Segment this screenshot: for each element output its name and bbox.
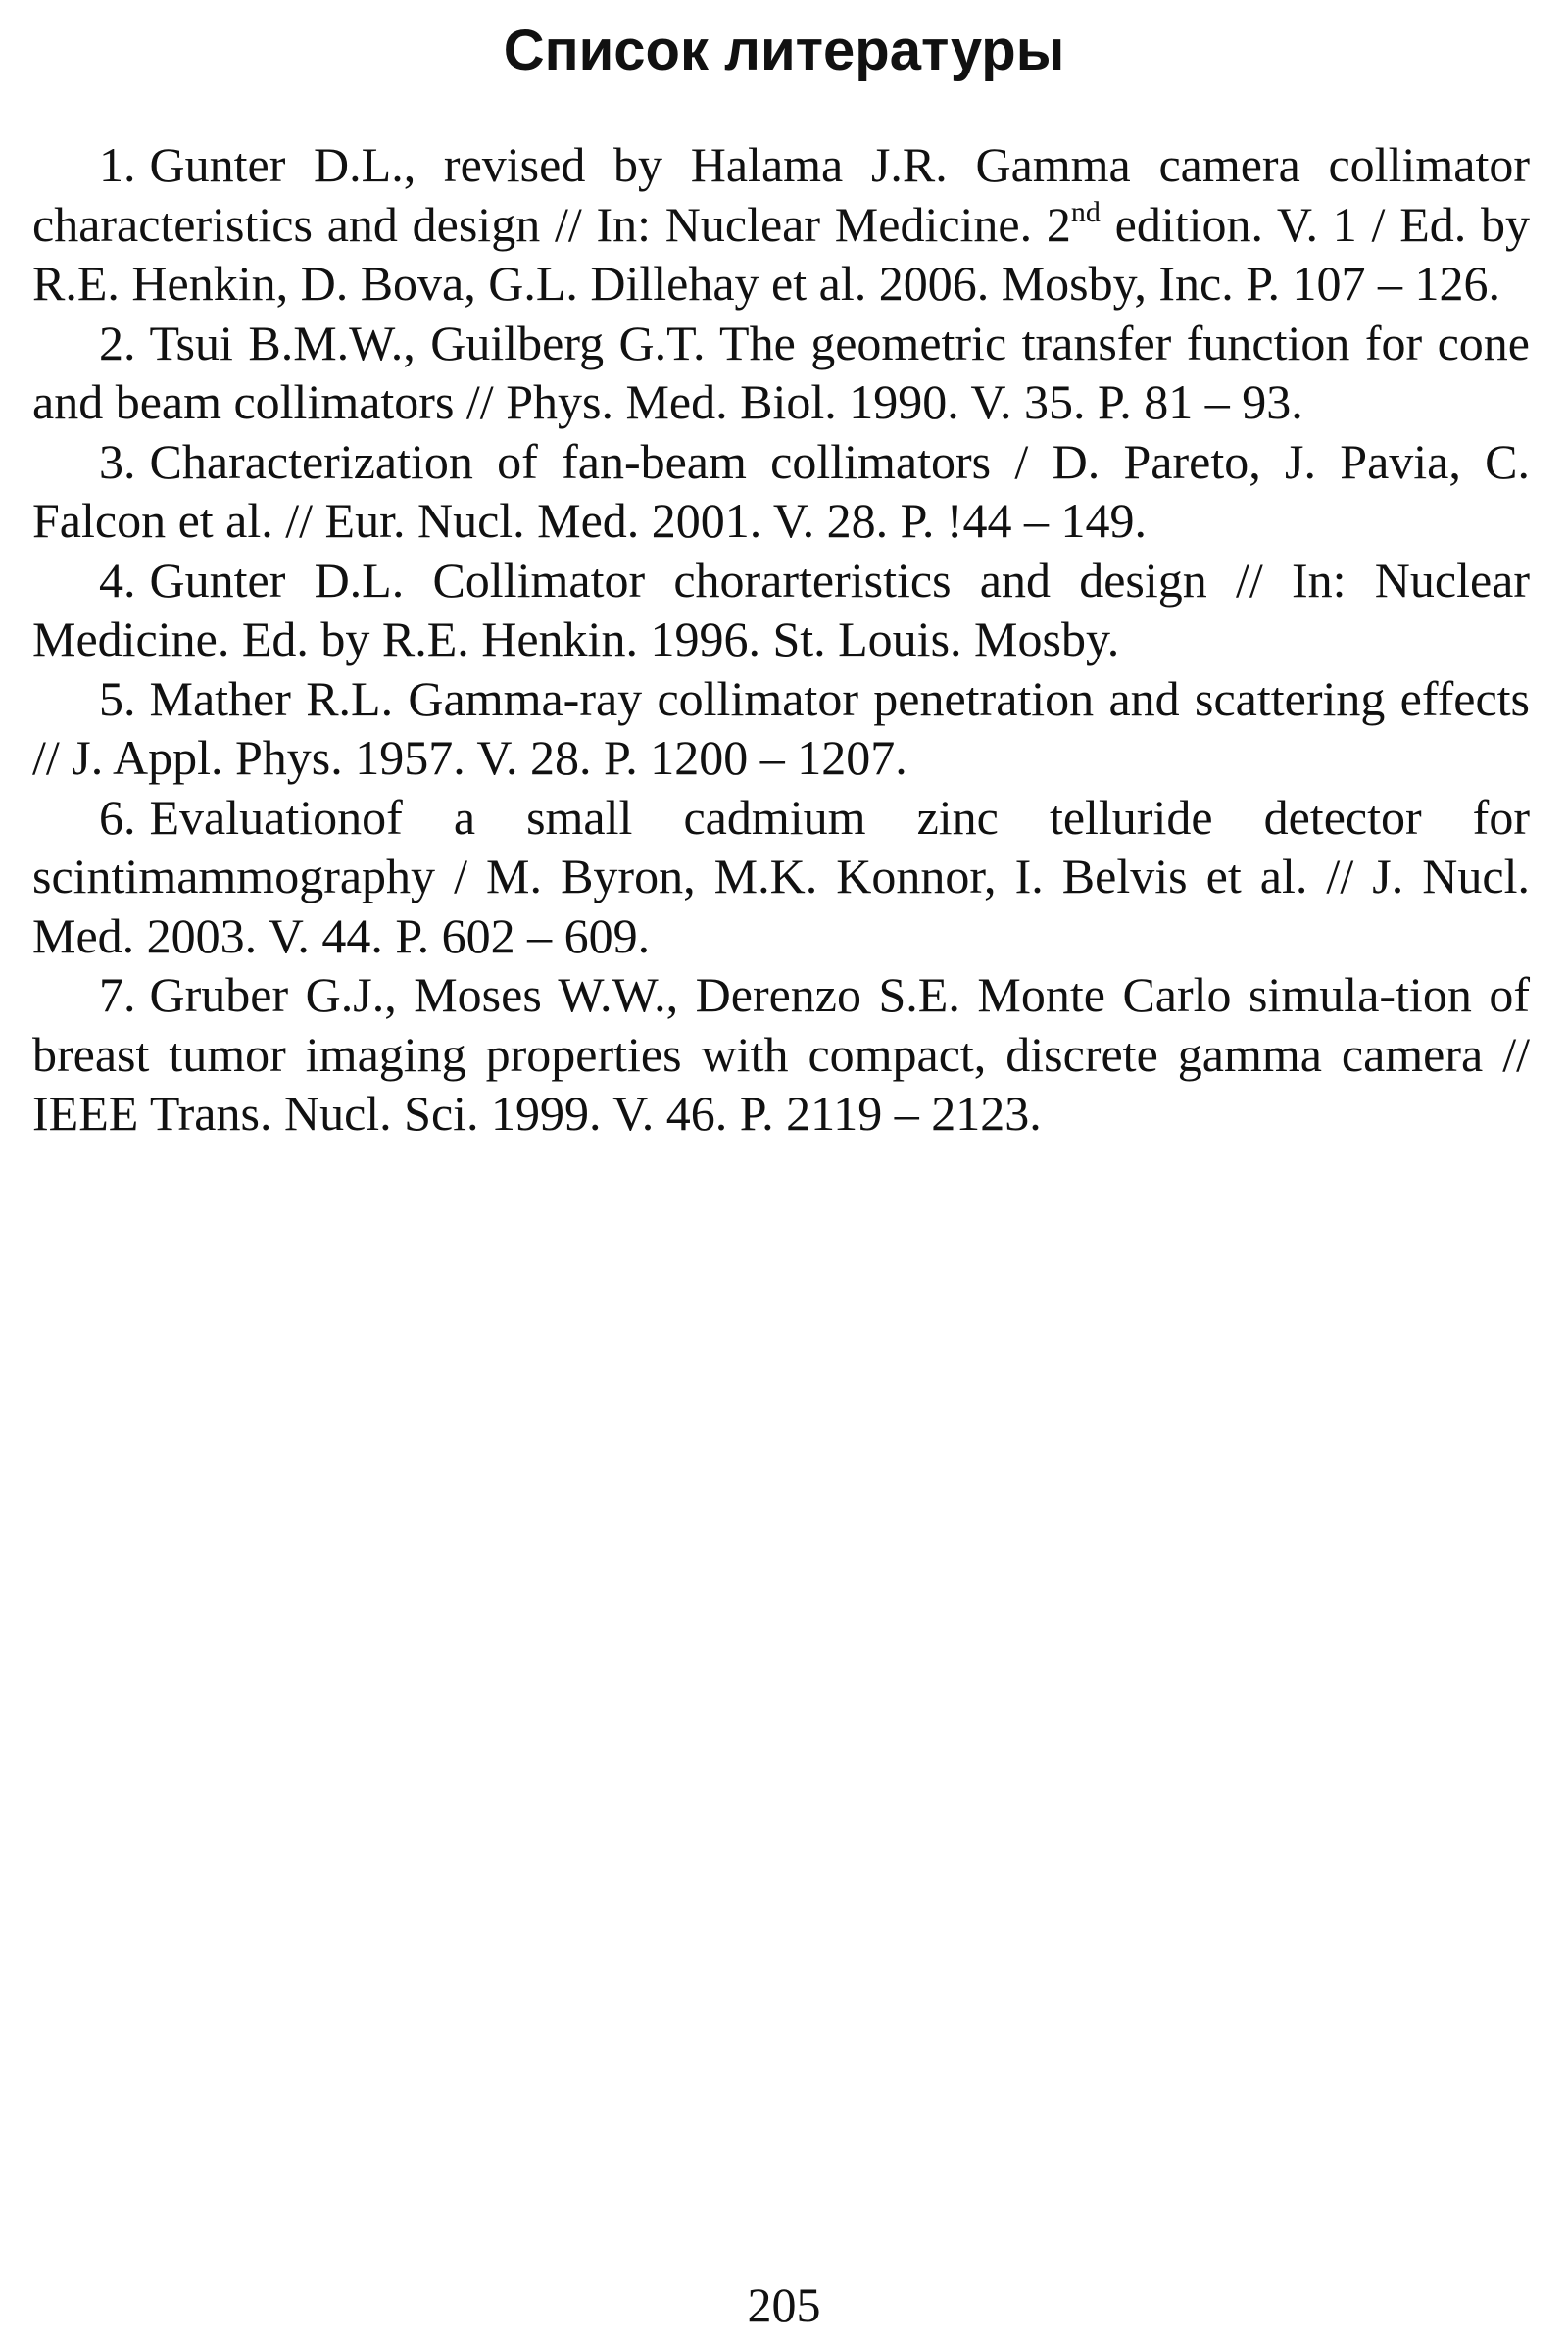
reference-item-5 — [32, 669, 1530, 788]
reference-number: 5. — [99, 670, 136, 726]
reference-number: 4. — [99, 552, 136, 608]
reference-number: 3. — [99, 433, 136, 489]
reference-item-1 — [32, 135, 1530, 314]
reference-text: Gunter D.L., revised by Halama J.R. Gamma camera collimator characteristics and design // In: Nuclear Medicine. 2 — [32, 137, 1530, 252]
reference-text: Evaluationof a small cadmium zinc telluride detector for scintimammography / M. Byron, M.K. Konnor, I. Belvis et al. // J. Nucl. Med. 2003. V. 44. P. 602 – 609. — [32, 789, 1530, 963]
page-number: 205 — [747, 2277, 821, 2332]
reference-number: 6. — [99, 789, 136, 845]
reference-item-7 — [32, 965, 1530, 1144]
reference-item-2 — [32, 314, 1530, 432]
reference-text: Tsui B.M.W., Guilberg G.T. The geometric transfer function for cone and beam collimators // Phys. Med. Biol. 1990. V. 35. P. 81 – 93. — [32, 315, 1530, 429]
page-title: Список литературы — [503, 19, 1065, 82]
reference-text: Characterization of fan-beam collimators / D. Pareto, J. Pavia, C. Falcon et al. // Eur. Nucl. Med. 2001. V. 28. P. !44 – 149. — [32, 433, 1530, 548]
reference-text: Gunter D.L. Collimator chorarteristics and design // In: Nuclear Medicine. Ed. by R.E. Henkin. 1996. St. Louis. Mosby. — [32, 552, 1530, 666]
reference-item-4 — [32, 551, 1530, 669]
reference-number: 2. — [99, 315, 136, 370]
reference-number: 1. — [99, 137, 136, 192]
superscript-suffix: nd — [1070, 195, 1101, 228]
reference-text: Gruber G.J., Moses W.W., Derenzo S.E. Monte Carlo simula-tion of breast tumor imaging properties with compact, discrete gamma camera // IEEE Trans. Nucl. Sci. 1999. V. 46. P. 2119 – 2123. — [32, 967, 1530, 1141]
reference-item-6 — [32, 788, 1530, 966]
reference-number: 7. — [99, 967, 136, 1022]
reference-item-3 — [32, 432, 1530, 551]
reference-text-continued: edition. V. 1 / Ed. by R.E. Henkin, D. Bova, G.L. Dillehay et al. 2006. Mosby, Inc. P. 107 – 126. — [32, 196, 1531, 311]
reference-text: Mather R.L. Gamma-ray collimator penetration and scattering effects // J. Appl. Phys. 1957. V. 28. P. 1200 – 1207. — [32, 670, 1530, 785]
reference-list — [32, 135, 1530, 1144]
